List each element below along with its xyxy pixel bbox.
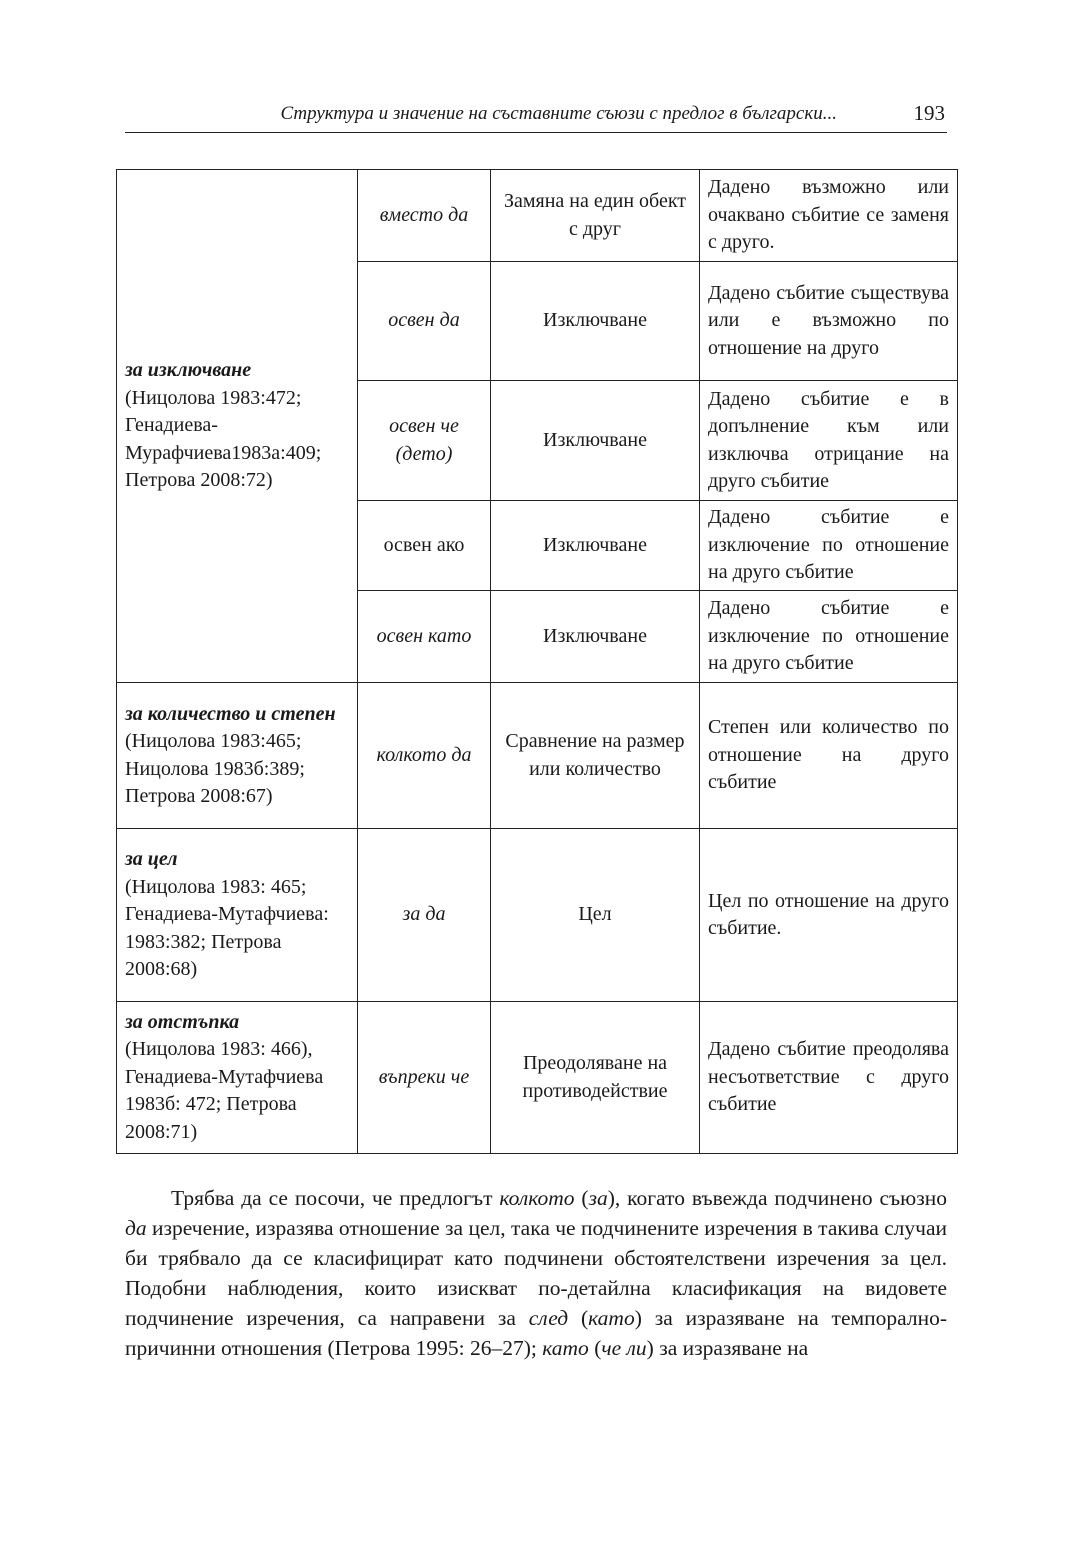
group-title: за количество и степен	[125, 702, 336, 725]
group-cell-concession	[117, 1002, 358, 1154]
group-refs: (Ницолова 1983:465; Ницолова 1983б:389; Петрова 2008:67)	[125, 730, 305, 807]
conjunction-alt: (дето)	[395, 442, 453, 465]
conjunction-cell: вместо да	[358, 170, 491, 262]
italic-term: че ли	[601, 1336, 647, 1360]
meaning-cell: Замяна на един обект с друг	[491, 170, 700, 262]
meaning-cell: Изключване	[491, 381, 700, 501]
text-run: ), когато въвежда подчинено съюзно	[607, 1186, 947, 1210]
description-cell: Дадено събитие е изключение по отношение на друго събитие	[700, 501, 958, 591]
group-cell-quantity	[117, 683, 358, 829]
running-title: Структура и значение на съставните съюзи с предлог в български...	[280, 103, 837, 124]
conjunction-main: освен че	[389, 415, 459, 437]
group-refs: (Ницолова 1983:472; Генадиева-Мурафчиева1983а:409; Петрова 2008:72)	[125, 386, 322, 492]
group-refs: (Ницолова 1983: 465; Генадиева-Мутафчиева: 1983:382; Петрова 2008:68)	[125, 875, 329, 981]
text-run: (	[574, 1186, 589, 1210]
table-row	[117, 683, 958, 829]
conjunction-cell: колкото да	[358, 683, 491, 829]
text-run: изречение, изразява отношение за цел, така че подчинените изречения в такива случаи би трябвало да се класифицират като подчинени обстоятелствени изречения за цел. Подобни наблюдения, които изискват по-детайлна класификация на видовете подчинение изречения, са направени за	[125, 1216, 947, 1330]
description-cell: Степен или количество по отношение на друго събитие	[700, 683, 958, 829]
conjunction-cell: освен ако	[358, 501, 491, 591]
text-run: Трябва да се посочи, че предлогът	[171, 1186, 500, 1210]
text-run: (	[568, 1306, 589, 1330]
italic-term: да	[125, 1216, 147, 1240]
description-cell: Цел по отношение на друго събитие.	[700, 829, 958, 1002]
table-row	[117, 1002, 958, 1154]
group-title: за отстъпка	[125, 1010, 240, 1033]
meaning-cell: Изключване	[491, 262, 700, 381]
italic-term: след	[528, 1306, 569, 1330]
meaning-cell: Преодоляване на противодействие	[491, 1002, 700, 1154]
conjunction-cell: освен като	[358, 591, 491, 683]
conjunction-cell: за да	[358, 829, 491, 1002]
description-cell: Дадено възможно или очаквано събитие се заменя с друго.	[700, 170, 958, 262]
group-refs: (Ницолова 1983: 466), Генадиева-Мутафчиева 1983б: 472; Петрова 2008:71)	[125, 1038, 324, 1143]
meaning-cell: Цел	[491, 829, 700, 1002]
text-run: ) за изразяване на темпорално-причинни отношения (Петрова 1995: 26–27);	[125, 1306, 947, 1360]
page-number: 193	[913, 101, 945, 125]
italic-term: за	[588, 1186, 608, 1210]
table-row	[117, 829, 958, 1002]
text-run: ) за изразяване на	[646, 1336, 809, 1360]
description-cell: Дадено събитие е в допълнение към или изключва отрицание на друго събитие	[700, 381, 958, 501]
running-header	[125, 100, 947, 133]
description-cell: Дадено събитие преодолява несъответствие с друго събитие	[700, 1002, 958, 1154]
conjunction-cell: освен да	[358, 262, 491, 381]
italic-term: като	[588, 1306, 635, 1330]
meaning-cell: Сравнение на размер или количество	[491, 683, 700, 829]
conjunction-cell	[358, 381, 491, 501]
group-cell-purpose	[117, 829, 358, 1002]
text-run: (	[588, 1336, 602, 1360]
description-cell: Дадено събитие е изключение по отношение на друго събитие	[700, 591, 958, 683]
italic-term: като	[542, 1336, 589, 1360]
italic-term: колкото	[499, 1186, 575, 1210]
meaning-cell: Изключване	[491, 591, 700, 683]
body-paragraph	[125, 1183, 947, 1363]
group-cell-exclusion	[117, 170, 358, 683]
table-row	[117, 170, 958, 262]
conjunction-cell: въпреки че	[358, 1002, 491, 1154]
group-title: за цел	[125, 848, 178, 871]
group-title: за изключване	[125, 359, 252, 382]
meaning-cell: Изключване	[491, 501, 700, 591]
description-cell: Дадено събитие съществува или е възможно по отношение на друго	[700, 262, 958, 381]
conjunction-table	[116, 169, 958, 1154]
